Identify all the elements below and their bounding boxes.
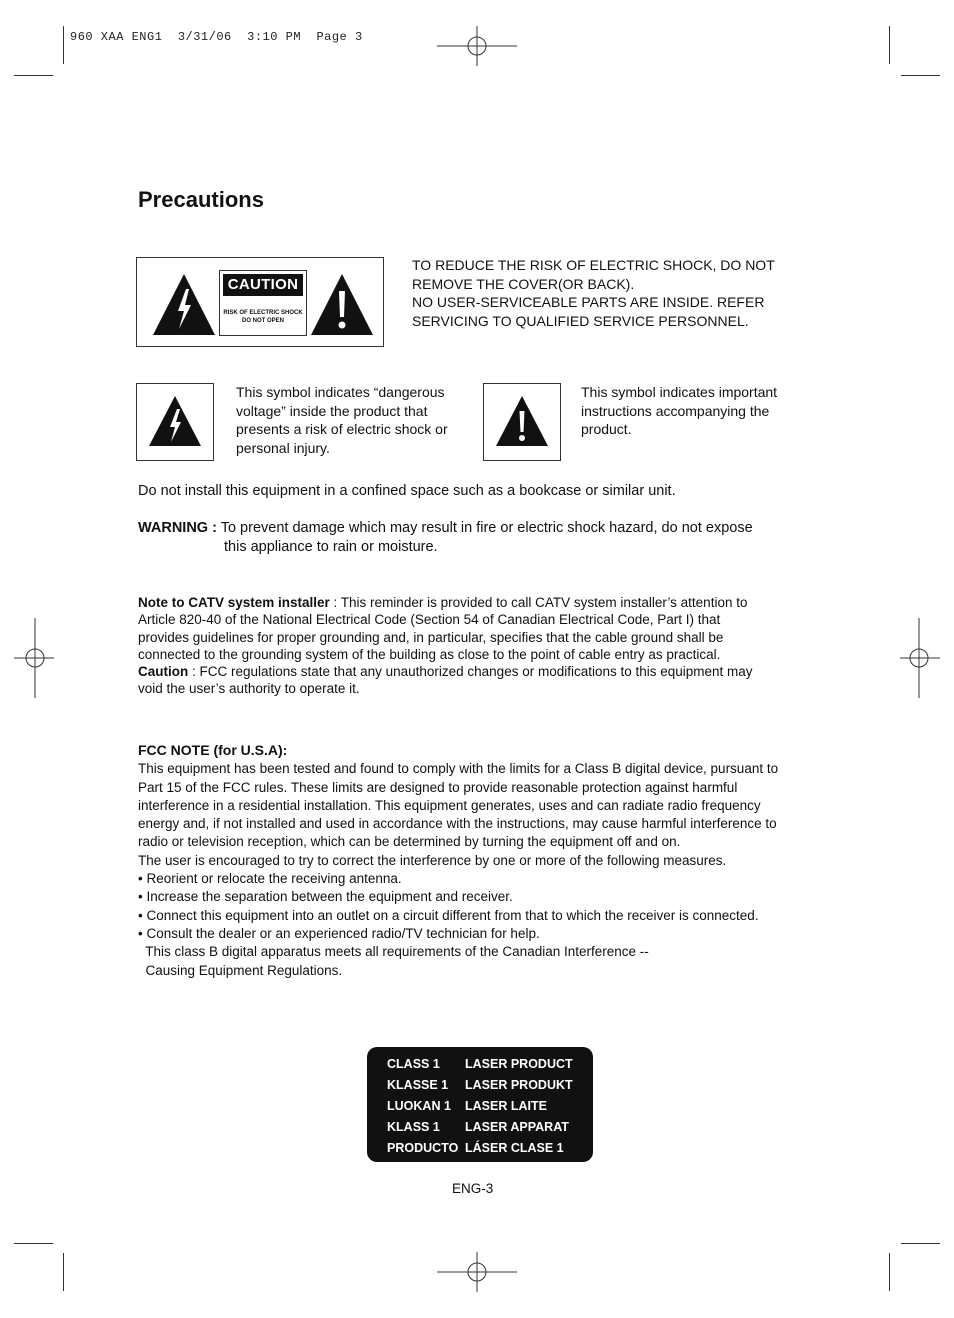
laser-label-row: PRODUCTO LÁSER CLASE 1 xyxy=(387,1140,564,1155)
catv-line: connected to the grounding system of the building as close to the point of cable entry as practical. xyxy=(138,646,721,662)
warning-text-cont: this appliance to rain or moisture. xyxy=(224,539,438,555)
exclamation-warning-icon xyxy=(309,271,375,337)
caution-label-box xyxy=(136,257,384,347)
warning-label: WARNING : xyxy=(138,520,217,536)
fcc-bullet: • Consult the dealer or an experienced radio/TV technician for help. xyxy=(138,925,540,941)
registration-mark-icon xyxy=(14,618,54,698)
crop-mark-tl-v xyxy=(63,26,64,64)
registration-mark-icon xyxy=(437,26,517,66)
fcc-line: This class B digital apparatus meets all requirements of the Canadian Interference -- xyxy=(138,944,649,960)
shock-warning-line: TO REDUCE THE RISK OF ELECTRIC SHOCK, DO NOT xyxy=(412,257,775,273)
fcc-line: interference in a residential installation. This equipment generates, uses and can radiate radio frequency xyxy=(138,797,761,813)
caution-heading: CAUTION xyxy=(223,274,303,296)
laser-label-row: KLASS 1 LASER APPARAT xyxy=(387,1119,569,1134)
crop-mark-br-v xyxy=(889,1253,890,1291)
fcc-bullet: • Connect this equipment into an outlet on a circuit different from that to which the receiver is connected. xyxy=(138,907,759,923)
voltage-text-line: voltage” inside the product that xyxy=(236,402,428,419)
warning-block xyxy=(138,519,818,557)
catv-label: Note to CATV system installer xyxy=(138,595,330,610)
important-symbol-text xyxy=(581,383,801,439)
lightning-warning-icon xyxy=(151,271,217,337)
laser-label-row: KLASSE 1 LASER PRODUKT xyxy=(387,1077,573,1092)
voltage-text-line: presents a risk of electric shock or xyxy=(236,421,448,437)
voltage-symbol-text xyxy=(236,383,471,457)
important-text-line: This symbol indicates important xyxy=(581,384,778,400)
fcc-line: radio or television reception, which can be determined by turning the equipment off and on. xyxy=(138,834,681,850)
fcc-bullet: • Increase the separation between the equipment and receiver. xyxy=(138,889,513,905)
caution-risk-text: RISK OF ELECTRIC SHOCK xyxy=(223,310,303,316)
printer-slug: 960 XAA ENG1 3/31/06 3:10 PM Page 3 xyxy=(70,30,363,44)
crop-mark-bl-v xyxy=(63,1253,64,1291)
caution-label xyxy=(219,270,307,336)
shock-warning-line: SERVICING TO QUALIFIED SERVICE PERSONNEL. xyxy=(412,312,749,329)
catv-text: : This reminder is provided to call CATV system installer’s attention to xyxy=(329,595,748,610)
registration-mark-icon xyxy=(437,1252,517,1292)
fcc-heading: FCC NOTE (for U.S.A): xyxy=(138,742,288,758)
laser-label-table xyxy=(387,1053,573,1158)
fcc-bullet: • Reorient or relocate the receiving antenna. xyxy=(138,871,402,887)
shock-warning-text xyxy=(412,256,792,330)
shock-warning-line: NO USER-SERVICEABLE PARTS ARE INSIDE. REFER xyxy=(412,294,765,310)
voltage-symbol-box xyxy=(136,383,214,461)
registration-mark-icon xyxy=(900,618,940,698)
catv-line: provides guidelines for proper grounding and, in particular, specifies that the cable ground shall be xyxy=(138,629,724,645)
caution-note-line: void the user’s authority to operate it. xyxy=(138,681,360,697)
fcc-line: The user is encouraged to try to correct the interference by one or more of the following measures. xyxy=(138,852,727,868)
laser-label-row: CLASS 1 LASER PRODUCT xyxy=(387,1056,573,1071)
voltage-text-line: personal injury. xyxy=(236,439,330,456)
caution-note-text: : FCC regulations state that any unauthorized changes or modifications to this equipment may xyxy=(188,664,753,680)
fcc-line: energy and, if not installed and used in accordance with the instructions, may cause harmful interference to xyxy=(138,816,777,832)
catv-note xyxy=(138,594,808,698)
important-text-line: product. xyxy=(581,421,632,437)
crop-mark-br-h xyxy=(901,1243,940,1244)
fcc-line: Causing Equipment Regulations. xyxy=(138,962,343,978)
install-note: Do not install this equipment in a confined space such as a bookcase or similar unit. xyxy=(138,483,676,499)
laser-product-label xyxy=(367,1047,593,1162)
crop-mark-tr-h xyxy=(901,75,940,76)
exclamation-warning-icon xyxy=(494,394,550,448)
caution-note-label: Caution xyxy=(138,664,189,680)
important-text-line: instructions accompanying the xyxy=(581,402,770,419)
laser-label-row: LUOKAN 1 LASER LAITE xyxy=(387,1098,547,1113)
fcc-line: Part 15 of the FCC rules. These limits are designed to provide reasonable protection against harmful xyxy=(138,779,738,795)
crop-mark-bl-h xyxy=(14,1243,53,1244)
catv-line: Article 820-40 of the National Electrical Code (Section 54 of Canadian Electrical Code, Part I) that xyxy=(138,612,721,628)
page-title: Precautions xyxy=(138,187,264,212)
important-symbol-box xyxy=(483,383,561,461)
caution-do-not-open-text: DO NOT OPEN xyxy=(241,318,284,324)
crop-mark-tr-v xyxy=(889,26,890,64)
crop-mark-tl-h xyxy=(14,75,53,76)
voltage-text-line: This symbol indicates “dangerous xyxy=(236,384,445,400)
shock-warning-line: REMOVE THE COVER(OR BACK). xyxy=(412,275,635,292)
warning-text: To prevent damage which may result in fire or electric shock hazard, do not expose xyxy=(220,520,753,536)
lightning-warning-icon xyxy=(147,394,203,448)
page-number: ENG-3 xyxy=(452,1181,494,1196)
fcc-line: This equipment has been tested and found to comply with the limits for a Class B digital device, pursuant to xyxy=(138,761,779,777)
fcc-note xyxy=(138,741,808,980)
